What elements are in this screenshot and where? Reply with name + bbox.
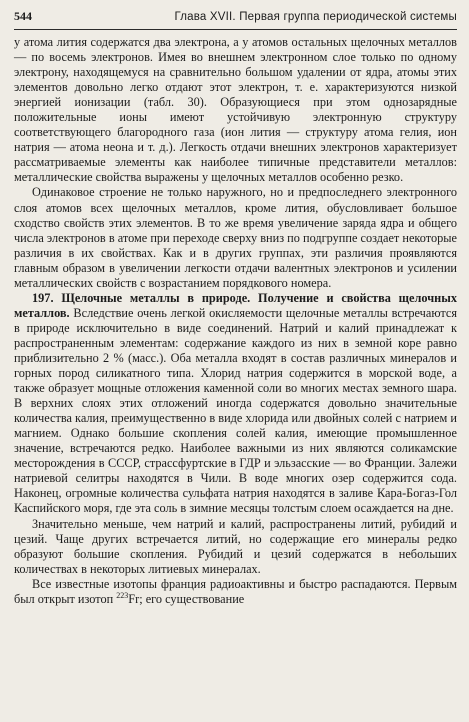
section-title: Щелочные металлы в природе. Получение и свойства щелочных металлов. bbox=[14, 290, 457, 320]
page-header bbox=[14, 9, 457, 30]
section-text: Вследствие очень легкой окисляемости щелочные металлы встречаются в природе исключительно в виде соединений. Натрий и калий принадлежат к распространенным элементам: содержание каждого из них в земной коре равно приблизительно 2 % (масс.). Оба металла входят в состав различных минералов и горных пород силикатного типа. Хлорид натрия содержится в морской воде, а также образует мощные отложения каменной соли во многих местах земного шара. В верхних слоях этих отложений иногда содержатся довольно значительные количества калия, преимущественно в виде хлорида или двойных солей с натрием и магнием. Однако большие скопления солей калия, имеющие промышленное значение, встречаются редко. Наиболее важными из них являются соликамские месторождения в СССР, страссфуртские в ГДР и эльзасские — во Франции. Залежи натриевой селитры находятся в Чили. В воде многих озер содержится сода. Наконец, огромные количества сульфата натрия находятся в заливе Кара-Богаз-Гол Каспийского моря, где эта соль в зимние месяцы толстым слоем осаждается на дне. bbox=[14, 305, 457, 516]
isotope-mass-number: 223 bbox=[116, 590, 129, 600]
body-text bbox=[14, 35, 457, 607]
paragraph: Значительно меньше, чем натрий и калий, распространены литий, рубидий и цезий. Чаще других встречается литий, но содержащие его минералы редко образуют большие скопления. Рубидий и цезий содержатся в небольших количествах в некоторых литиевых минералах. bbox=[14, 516, 457, 576]
running-head: Глава XVII. Первая группа периодической системы bbox=[174, 11, 457, 23]
paragraph: у атома лития содержатся два электрона, а у атомов остальных щелочных металлов — по восемь электронов. Имея во внешнем электронном слое только по одному электрону, находящемуся на сравнительно большом удалении от ядра, атомы этих элементов довольно легко отдают этот электрон, т. е. характеризуются низкой энергией ионизации (табл. 30). Образующиеся при этом однозарядные положительные ионы имеют устойчивую электронную структуру соответствующего благородного газа (ион лития — структуру атома гелия, ион натрия — атома неона и т. д.). Легкость отдачи внешних электронов характеризует рассматриваемые элементы как наиболее типичные представители металлов: металлические свойства выражены у щелочных металлов особенно резко. bbox=[14, 35, 457, 185]
paragraph-text: Fr; его существование bbox=[128, 591, 245, 606]
section-paragraph bbox=[14, 291, 457, 517]
page-number: 544 bbox=[14, 9, 32, 23]
paragraph: Одинаковое строение не только наружного, но и предпоследнего электронного слоя атомов всех щелочных металлов, кроме лития, обусловливает большое сходство свойств этих элементов. В то же время увеличение заряда ядра и общего числа электронов в атоме при переходе сверху вниз по подгруппе создает некоторые различия в их свойствах. Как и в других группах, эти различия проявляются главным образом в увеличении легкости отдачи валентных электронов и усилении металлических свойств с возрастанием порядкового номера. bbox=[14, 185, 457, 290]
section-number: 197. bbox=[32, 290, 54, 305]
paragraph bbox=[14, 577, 457, 607]
paragraph-text: Все известные изотопы франция радиоактивны и быстро распадаются. Первым был открыт изотоп bbox=[14, 576, 457, 606]
